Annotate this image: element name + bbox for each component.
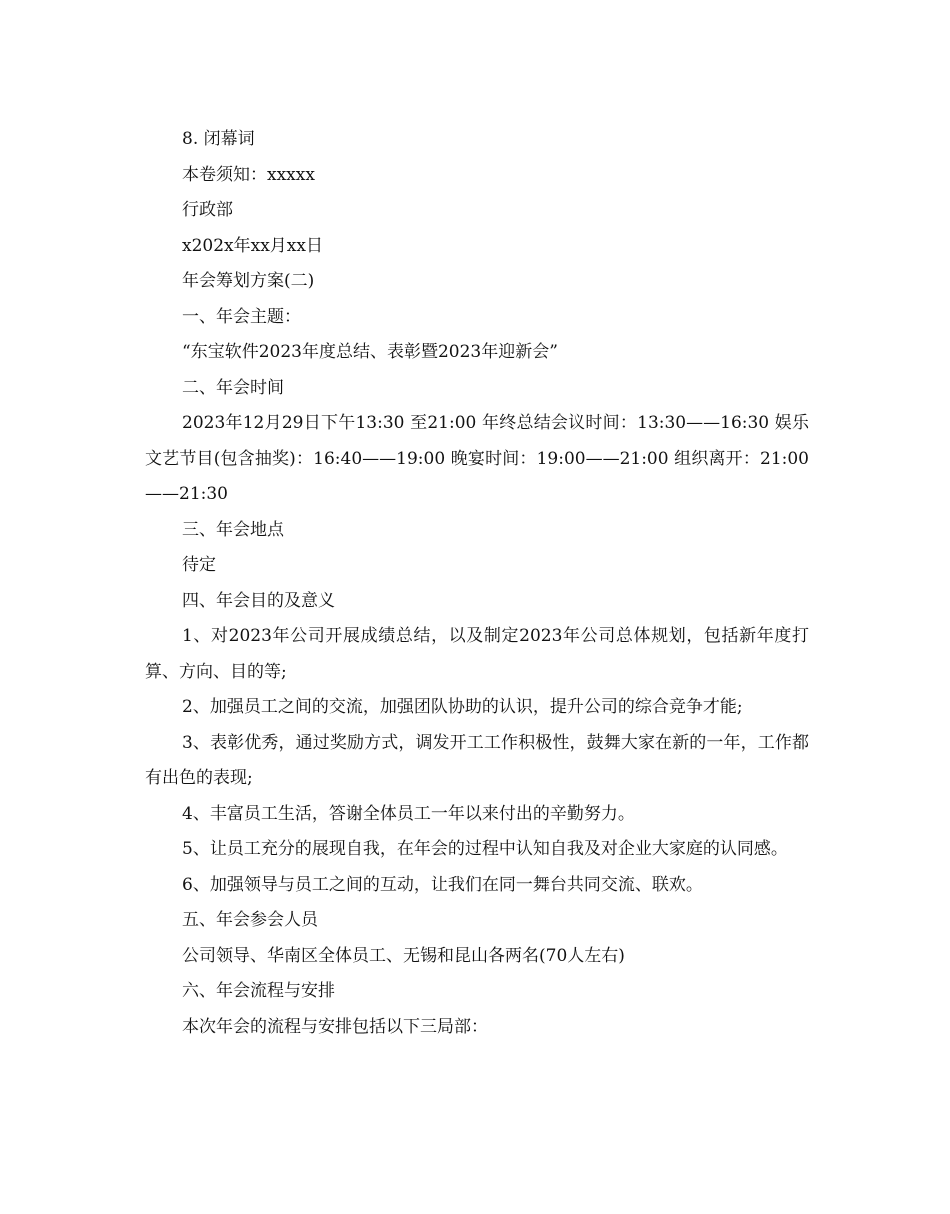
schedule-paragraph: 2023年12月29日下午13:30 至21:00 年终总结会议时间：13:30——16:30 娱乐文艺节目(包含抽奖)：16:40——19:00 晚宴时间：19:00——21:00 组织离开：21:00——21:30 (145, 413, 809, 504)
closing-speech-item: 8. 闭幕词 (182, 129, 255, 149)
purpose-item-6: 6、加强领导与员工之间的互动，让我们在同一舞台共同交流、联欢。 (182, 874, 703, 895)
section-heading-agenda: 六、年会流程与安排 (182, 981, 335, 1001)
department-signature: 行政部 (182, 200, 233, 220)
attendees-text: 公司领导、华南区全体员工、无锡和昆山各两名(70人左右) (182, 945, 625, 966)
section-heading-location: 三、年会地点 (182, 519, 284, 540)
plan-title: 年会筹划方案(二) (182, 271, 315, 291)
purpose-item-2: 2、加强员工之间的交流，加强团队协助的认识，提升公司的综合竞争才能; (182, 697, 743, 717)
purpose-item-1: 1、对2023年公司开展成绩总结，以及制定2023年公司总体规划，包括新年度打算、方向、目的等; (145, 626, 809, 682)
theme-text: “东宝软件2023年度总结、表彰暨2023年迎新会” (182, 342, 558, 362)
purpose-item-3: 3、表彰优秀，通过奖励方式，调发开工工作积极性，鼓舞大家在新的一年，工作都有出色的表现; (145, 732, 809, 788)
section-heading-theme: 一、年会主题： (182, 306, 301, 327)
document-body (145, 122, 809, 1045)
agenda-intro: 本次年会的流程与安排包括以下三局部： (182, 1016, 488, 1037)
section-heading-attendees: 五、年会参会人员 (182, 910, 318, 930)
section-heading-time: 二、年会时间 (182, 377, 284, 398)
date-line: x202x年xx月xx日 (182, 235, 323, 256)
purpose-item-5: 5、让员工充分的展现自我，在年会的过程中认知自我及对企业大家庭的认同感。 (182, 839, 788, 859)
location-text: 待定 (182, 555, 216, 575)
purpose-item-4: 4、丰富员工生活，答谢全体员工一年以来付出的辛勤努力。 (182, 803, 635, 824)
section-heading-purpose: 四、年会目的及意义 (182, 590, 335, 611)
notice-line: 本卷须知：xxxxx (182, 164, 315, 185)
